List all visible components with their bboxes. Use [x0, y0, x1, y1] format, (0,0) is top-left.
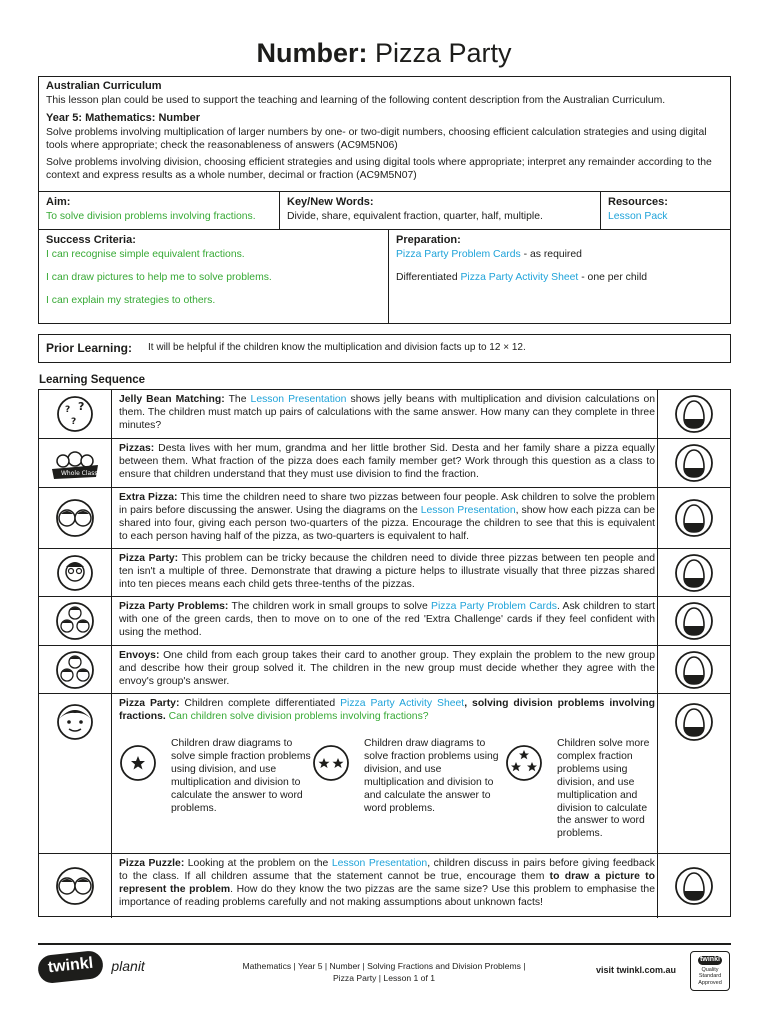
aim-cell — [39, 193, 279, 226]
success-criteria-cell — [39, 231, 388, 310]
keywords-heading: Key/New Words: — [287, 196, 374, 208]
step-text: The — [224, 394, 251, 405]
quality-badge — [690, 951, 730, 991]
step-title: Pizza Puzzle: — [119, 858, 185, 869]
assessment-question: Can children solve division problems involving fractions? — [168, 710, 429, 722]
resources-heading: Resources: — [608, 196, 668, 208]
sequence-row — [39, 549, 730, 597]
activity-sheet-link[interactable]: Pizza Party Activity Sheet — [340, 698, 465, 709]
lesson-presentation-link[interactable]: Lesson Presentation — [420, 504, 516, 516]
step-text: One child from each group takes their card to another group. They explain the problem to the new group and describe how their group solved it. The children in the new group must decide whether they agree with the envoy's group's answer. — [119, 650, 655, 687]
step-title: Extra Pizza: — [119, 492, 178, 503]
success-item: I can recognise simple equivalent fractions. — [46, 248, 245, 260]
assessment-icon — [657, 597, 730, 645]
step-text: , solving division problems involving fractions. — [119, 698, 655, 722]
curriculum-section — [39, 77, 730, 185]
assessment-icon — [657, 694, 730, 853]
assessment-icon — [657, 488, 730, 548]
badge-logo: twinkl — [700, 956, 720, 963]
badge-text: Quality Standard Approved — [698, 966, 722, 986]
assessment-icon — [657, 390, 730, 438]
logo-text: twinkl — [37, 950, 105, 985]
sequence-row — [39, 854, 730, 918]
differentiation-text: Children draw diagrams to solve simple fraction problems using division, and use multiplication and division to calculate the answer to word problems. — [171, 738, 311, 814]
step-title: Pizza Party Problems: — [119, 601, 229, 612]
prep-text: Differentiated — [396, 271, 461, 283]
step-title: Jelly Bean Matching: — [119, 394, 225, 405]
lesson-presentation-link[interactable]: Lesson Presentation — [331, 858, 428, 869]
two-star-icon — [312, 744, 350, 786]
prior-text: It will be helpful if the children know the multiplication and division facts up to 12 × 12. — [148, 342, 526, 354]
differentiation-text: Children solve more complex fraction problems using division, and use multiplication and division to calculate the answer to word problems. — [557, 738, 650, 840]
twinkl-logo — [38, 953, 145, 981]
lesson-pack-link[interactable]: Lesson Pack — [608, 210, 668, 222]
whole-class-icon — [39, 439, 112, 487]
sequence-row — [39, 646, 730, 694]
preparation-cell — [389, 231, 731, 287]
prior-learning-box — [38, 334, 731, 363]
curriculum-box — [38, 76, 731, 324]
footer-line-2: Pizza Party | Lesson 1 of 1 — [332, 973, 436, 983]
learning-sequence-table — [38, 389, 731, 917]
group-icon — [39, 646, 112, 693]
sequence-text — [119, 394, 655, 433]
learning-sequence-title: Learning Sequence — [39, 374, 146, 386]
sequence-text — [119, 443, 655, 482]
footer-divider — [38, 943, 731, 945]
step-title: Pizza Party: — [119, 553, 179, 564]
content-description-1: Solve problems involving multiplication of larger numbers by one- or two-digit numbers, choosing efficient calculation strategies and using digital tools where appropriate; check the reasonableness of answers (AC9M5N06) — [46, 126, 707, 151]
differentiation-text: Children draw diagrams to solve fraction problems using division, and use multiplication and division to and calculate the answer to word problems. — [364, 738, 499, 814]
sequence-text — [119, 553, 655, 592]
step-title: Pizzas: — [119, 443, 155, 454]
title-bold: Number: — [256, 38, 368, 68]
success-item: I can explain my strategies to others. — [46, 294, 216, 306]
footer-line-1: Mathematics | Year 5 | Number | Solving Fractions and Division Problems | — [242, 961, 526, 971]
individual-icon — [39, 694, 112, 853]
step-text: This time the children need to share two pizzas between four people. Ask children to solve the problem in pairs before discussing the answer. Using the diagrams on the — [119, 492, 655, 516]
assessment-icon — [657, 439, 730, 487]
activity-sheet-link[interactable]: Pizza Party Activity Sheet — [460, 271, 579, 283]
sequence-text — [119, 858, 655, 910]
teacher-icon — [39, 549, 112, 596]
success-heading: Success Criteria: — [46, 234, 136, 246]
one-star-icon — [119, 744, 157, 786]
three-star-icon — [505, 744, 543, 786]
group-icon — [39, 597, 112, 645]
aim-text: To solve division problems involving fractions. — [46, 210, 256, 222]
pair-icon — [39, 488, 112, 548]
step-text: , show how each pizza can be shared into four, giving each person two-quarters of the pizza. Encourage the children to see that this is equivalent to each person having half of the pizza, as two-quarters is equivalent to half. — [119, 504, 656, 542]
step-text: . Ask children to start with one of the green cards, then to move on to one of the red 'Extra Challenge' cards if they feel confident with using the method. — [119, 601, 655, 638]
keywords-cell — [280, 193, 600, 226]
sequence-row — [39, 488, 730, 549]
visit-link[interactable]: visit twinkl.com.au — [596, 965, 677, 975]
problem-cards-link[interactable]: Pizza Party Problem Cards — [396, 248, 521, 260]
keywords-text: Divide, share, equivalent fraction, quarter, half, multiple. — [287, 210, 543, 222]
step-text: shows jelly beans with multiplication and division calculations on them. The children must match up pairs of calculations with the same answer. How many can they complete in three minutes? — [119, 394, 656, 431]
preparation-line-1 — [396, 248, 724, 261]
svg-text:?: ? — [78, 400, 85, 413]
step-text: . How do they know the two pizzas are the same size? Use this problem to emphasise the importance of reading problems carefully and not making assumptions about unknown facts! — [119, 883, 655, 908]
page-title — [0, 36, 768, 70]
sequence-text — [119, 492, 655, 544]
planit-text: planit — [111, 958, 145, 975]
step-text: The children work in small groups to solve — [228, 601, 432, 612]
problem-cards-link[interactable]: Pizza Party Problem Cards — [431, 601, 557, 612]
svg-text:?: ? — [71, 417, 77, 427]
footer-info — [200, 960, 568, 984]
sequence-row — [39, 597, 730, 646]
lesson-presentation-link[interactable]: Lesson Presentation — [250, 394, 347, 405]
question-face-icon — [39, 390, 112, 438]
prep-text: - one per child — [578, 271, 648, 283]
success-item: I can draw pictures to help me to solve problems. — [46, 271, 272, 283]
step-text: This problem can be tricky because the children need to divide three pizzas between ten people and ten isn't a multiple of three. Demonstrate that drawing a picture helps to illustrate visually that three pizzas shared into ten pieces means each child gets three-tenths of the pizzas. — [119, 553, 655, 590]
sequence-row — [39, 439, 730, 488]
sequence-text — [119, 650, 655, 689]
step-title: Pizza Party: — [119, 698, 180, 709]
step-text: Looking at the problem on the — [184, 858, 332, 869]
year-heading: Year 5: Mathematics: Number — [46, 111, 201, 124]
sequence-row — [39, 390, 730, 439]
step-text: Desta lives with her mum, grandma and her little brother Sid. Desta and her family share a pizza equally between them. What fraction of the pizza does each family member get? Work through this question as a class to ensure that children understand that they must use division to find the fraction. — [119, 443, 655, 480]
resources-cell — [601, 193, 731, 226]
svg-text:?: ? — [65, 405, 71, 415]
assessment-icon — [657, 854, 730, 918]
step-title: Envoys: — [119, 650, 160, 661]
preparation-line-2 — [396, 271, 724, 284]
prep-text: - as required — [520, 248, 582, 260]
aim-heading: Aim: — [46, 196, 71, 208]
assessment-icon — [657, 549, 730, 596]
curriculum-heading: Australian Curriculum — [46, 80, 162, 92]
sequence-row — [39, 694, 730, 854]
pair-icon — [39, 854, 112, 918]
assessment-icon — [657, 646, 730, 693]
sequence-text — [119, 698, 655, 724]
divider — [39, 229, 730, 230]
step-text: to draw a picture to represent the problem — [119, 870, 655, 895]
sequence-text — [119, 601, 655, 640]
step-text: , children discuss in pairs before giving feedback to the class. If all children assume that the statement cannot be true, encourage them — [119, 858, 655, 882]
prior-heading: Prior Learning: — [46, 341, 133, 355]
content-description-2: Solve problems involving division, choosing efficient strategies and using digital tools where appropriate; interpret any remainder according to the context and express results as a whole number, decimal or fraction (AC9M5N07) — [46, 156, 712, 181]
preparation-heading: Preparation: — [396, 234, 461, 246]
curriculum-intro: This lesson plan could be used to support the teaching and learning of the following content description from the Australian Curriculum. — [46, 94, 666, 106]
divider — [39, 191, 730, 192]
step-text: Children complete differentiated — [179, 698, 341, 709]
title-rest: Pizza Party — [367, 38, 512, 68]
svg-text:Whole Class: Whole Class — [61, 470, 98, 477]
